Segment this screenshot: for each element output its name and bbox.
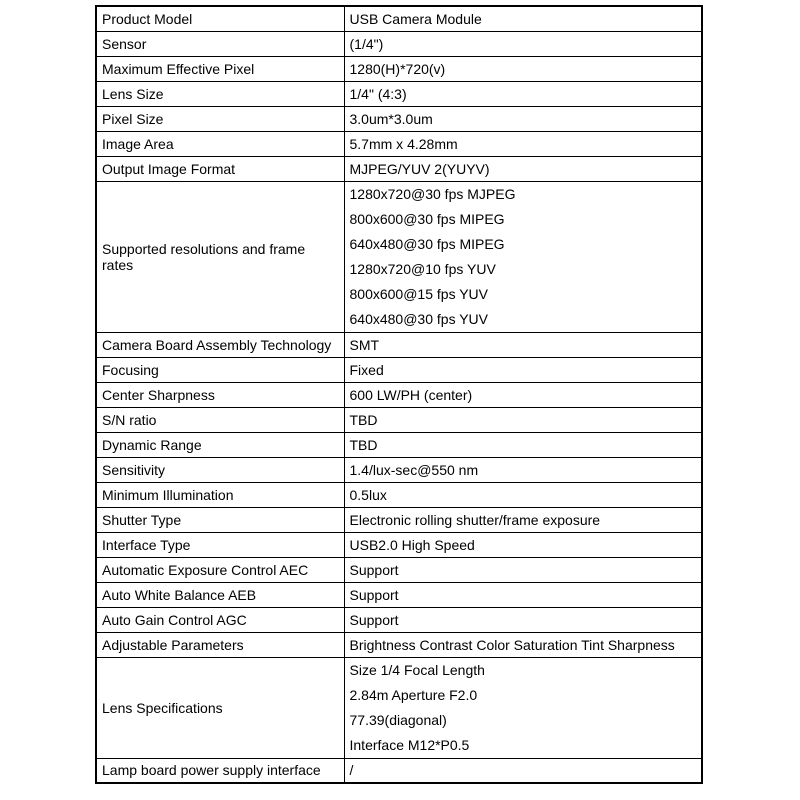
spec-value <box>344 181 702 332</box>
spec-row <box>96 582 702 607</box>
spec-label: Lens Specifications <box>96 657 344 758</box>
spec-label: Pixel Size <box>96 106 344 131</box>
spec-row <box>96 6 702 31</box>
spec-row <box>96 382 702 407</box>
spec-value-line: 77.39(diagonal) <box>349 711 447 728</box>
spec-row <box>96 432 702 457</box>
spec-label: Sensitivity <box>96 457 344 482</box>
spec-value: Support <box>344 607 702 632</box>
spec-value-line: 2.84m Aperture F2.0 <box>349 686 478 703</box>
spec-table <box>95 5 703 784</box>
spec-row <box>96 106 702 131</box>
spec-label: Output Image Format <box>96 156 344 181</box>
spec-row <box>96 607 702 632</box>
spec-value <box>344 657 702 758</box>
spec-label: Auto Gain Control AGC <box>96 607 344 632</box>
spec-value: 3.0um*3.0um <box>344 106 702 131</box>
spec-label: Interface Type <box>96 532 344 557</box>
spec-value: 1/4" (4:3) <box>344 81 702 106</box>
spec-row <box>96 557 702 582</box>
spec-label: Focusing <box>96 357 344 382</box>
spec-value-line: 640x480@30 fps YUV <box>349 310 488 327</box>
spec-row <box>96 81 702 106</box>
spec-label: Image Area <box>96 131 344 156</box>
spec-value-line: 1280x720@30 fps MJPEG <box>349 185 516 202</box>
spec-value: TBD <box>344 432 702 457</box>
spec-label: Supported resolutions and frame rates <box>96 181 344 332</box>
spec-value: 5.7mm x 4.28mm <box>344 131 702 156</box>
spec-row <box>96 507 702 532</box>
spec-label: S/N ratio <box>96 407 344 432</box>
spec-label: Camera Board Assembly Technology <box>96 332 344 357</box>
spec-value-line: 800x600@15 fps YUV <box>349 285 488 302</box>
spec-row <box>96 758 702 783</box>
spec-value-line: 800x600@30 fps MIPEG <box>349 210 505 227</box>
spec-row <box>96 407 702 432</box>
spec-label: Shutter Type <box>96 507 344 532</box>
spec-value-line: Size 1/4 Focal Length <box>349 661 485 678</box>
spec-row <box>96 632 702 657</box>
spec-row <box>96 457 702 482</box>
spec-value: MJPEG/YUV 2(YUYV) <box>344 156 702 181</box>
spec-label: Automatic Exposure Control AEC <box>96 557 344 582</box>
spec-row <box>96 332 702 357</box>
spec-value: Fixed <box>344 357 702 382</box>
spec-value-line: Interface M12*P0.5 <box>349 736 470 753</box>
spec-label: Dynamic Range <box>96 432 344 457</box>
spec-label: Lens Size <box>96 81 344 106</box>
spec-value-line: 640x480@30 fps MIPEG <box>349 235 505 252</box>
spec-row <box>96 131 702 156</box>
spec-label: Auto White Balance AEB <box>96 582 344 607</box>
spec-value: Support <box>344 557 702 582</box>
spec-value-line: 1280x720@10 fps YUV <box>349 260 496 277</box>
spec-label: Sensor <box>96 31 344 56</box>
spec-label: Center Sharpness <box>96 382 344 407</box>
spec-label: Minimum Illumination <box>96 482 344 507</box>
spec-row <box>96 181 702 332</box>
spec-value: USB2.0 High Speed <box>344 532 702 557</box>
spec-label: Lamp board power supply interface <box>96 758 344 783</box>
spec-value: 1.4/lux-sec@550 nm <box>344 457 702 482</box>
spec-row <box>96 657 702 758</box>
spec-label: Adjustable Parameters <box>96 632 344 657</box>
spec-value: (1/4") <box>344 31 702 56</box>
spec-value: Support <box>344 582 702 607</box>
spec-label: Maximum Effective Pixel <box>96 56 344 81</box>
spec-row <box>96 532 702 557</box>
spec-value: Electronic rolling shutter/frame exposure <box>344 507 702 532</box>
spec-row <box>96 357 702 382</box>
spec-row <box>96 482 702 507</box>
spec-value: TBD <box>344 407 702 432</box>
spec-value: Brightness Contrast Color Saturation Tint Sharpness <box>344 632 702 657</box>
spec-value: USB Camera Module <box>344 6 702 31</box>
spec-row <box>96 56 702 81</box>
spec-value: 0.5lux <box>344 482 702 507</box>
spec-value: / <box>344 758 702 783</box>
spec-label: Product Model <box>96 6 344 31</box>
spec-row <box>96 31 702 56</box>
spec-value: 600 LW/PH (center) <box>344 382 702 407</box>
spec-row <box>96 156 702 181</box>
spec-value: SMT <box>344 332 702 357</box>
spec-value: 1280(H)*720(v) <box>344 56 702 81</box>
